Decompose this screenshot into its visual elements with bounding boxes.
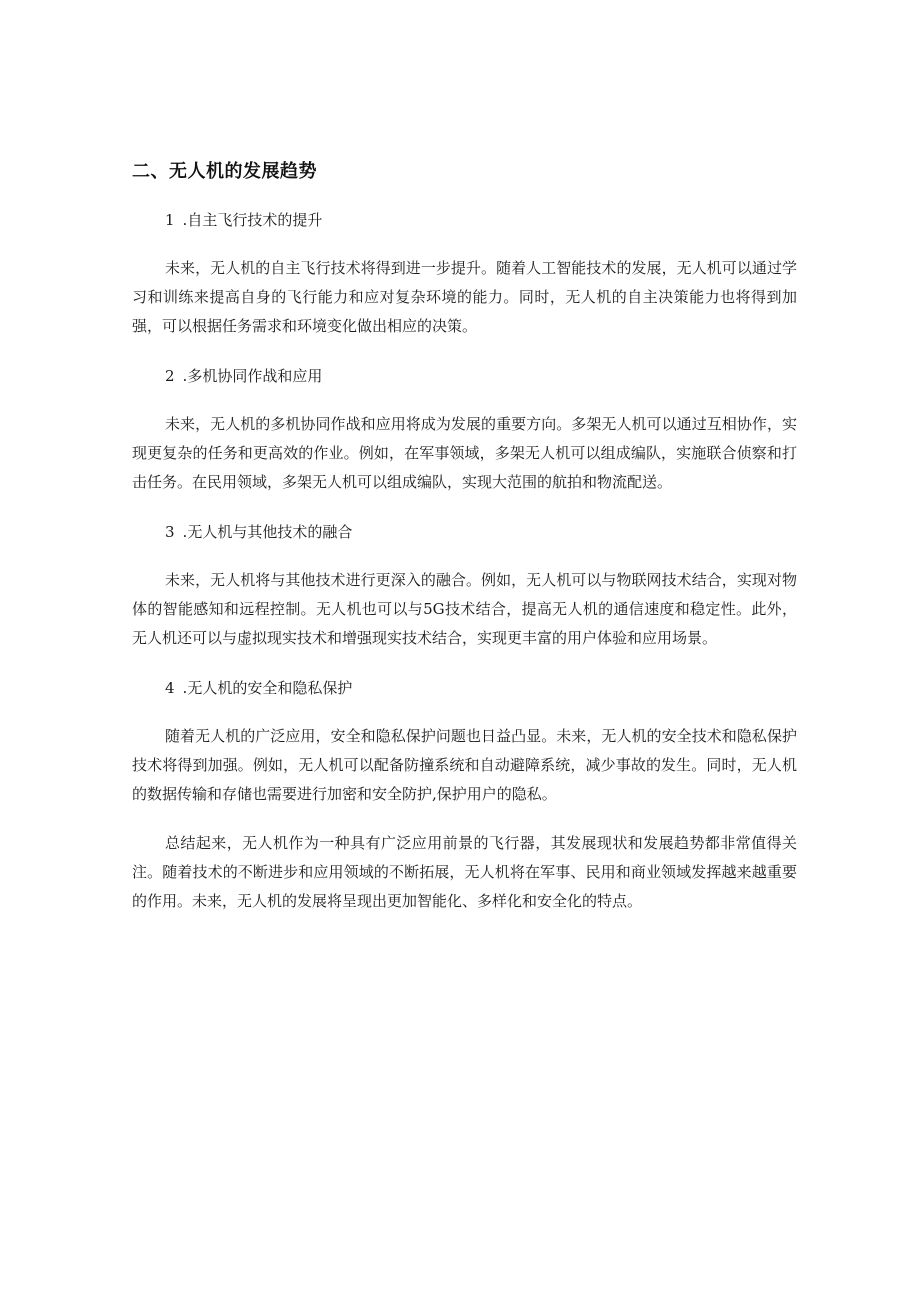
subsection-heading-3: [132, 517, 797, 547]
subsection-heading-4: [132, 673, 797, 703]
subsection-number: 4: [165, 679, 175, 697]
subsection-number: 2: [165, 367, 175, 385]
subsection-paragraph-3: 未来，无人机将与其他技术进行更深入的融合。例如，无人机可以与物联网技术结合，实现对物体的智能感知和远程控制。无人机也可以与5G技术结合，提高无人机的通信速度和稳定性。此外，无人机还可以与虚拟现实技术和增强现实技术结合，实现更丰富的用户体验和应用场景。: [132, 571, 797, 647]
document-body: [132, 205, 797, 916]
section-title: 二、无人机的发展趋势: [132, 161, 317, 182]
subsection-paragraph-4: 随着无人机的广泛应用，安全和隐私保护问题也日益凸显。未来，无人机的安全技术和隐私保护技术将得到加强。例如，无人机可以配备防撞系统和自动避障系统，减少事故的发生。同时，无人机的数据传输和存储也需要进行加密和安全防护,保护用户的隐私。: [132, 727, 797, 803]
subsection-title: .自主飞行技术的提升: [182, 211, 323, 229]
subsection-number: 3: [165, 523, 175, 541]
subsection-paragraph-2: 未来，无人机的多机协同作战和应用将成为发展的重要方向。多架无人机可以通过互相协作，实现更复杂的任务和更高效的作业。例如，在军事领域，多架无人机可以组成编队，实施联合侦察和打击任务。在民用领域，多架无人机可以组成编队，实现大范围的航拍和物流配送。: [132, 415, 797, 491]
subsection-heading-2: [132, 361, 797, 391]
subsection-title: .无人机与其他技术的融合: [182, 523, 353, 541]
subsection-number: 1: [165, 211, 175, 229]
subsection-paragraph-1: 未来，无人机的自主飞行技术将得到进一步提升。随着人工智能技术的发展，无人机可以通过学习和训练来提高自身的飞行能力和应对复杂环境的能力。同时，无人机的自主决策能力也将得到加强，可以根据任务需求和环境变化做出相应的决策。: [132, 259, 797, 335]
subsection-heading-1: [132, 205, 797, 235]
conclusion-paragraph: 总结起来，无人机作为一种具有广泛应用前景的飞行器，其发展现状和发展趋势都非常值得关注。随着技术的不断进步和应用领域的不断拓展，无人机将在军事、民用和商业领域发挥越来越重要的作用。未来，无人机的发展将呈现出更加智能化、多样化和安全化的特点。: [132, 834, 797, 910]
subsection-title: .多机协同作战和应用: [182, 367, 323, 385]
subsection-title: .无人机的安全和隐私保护: [182, 679, 353, 697]
